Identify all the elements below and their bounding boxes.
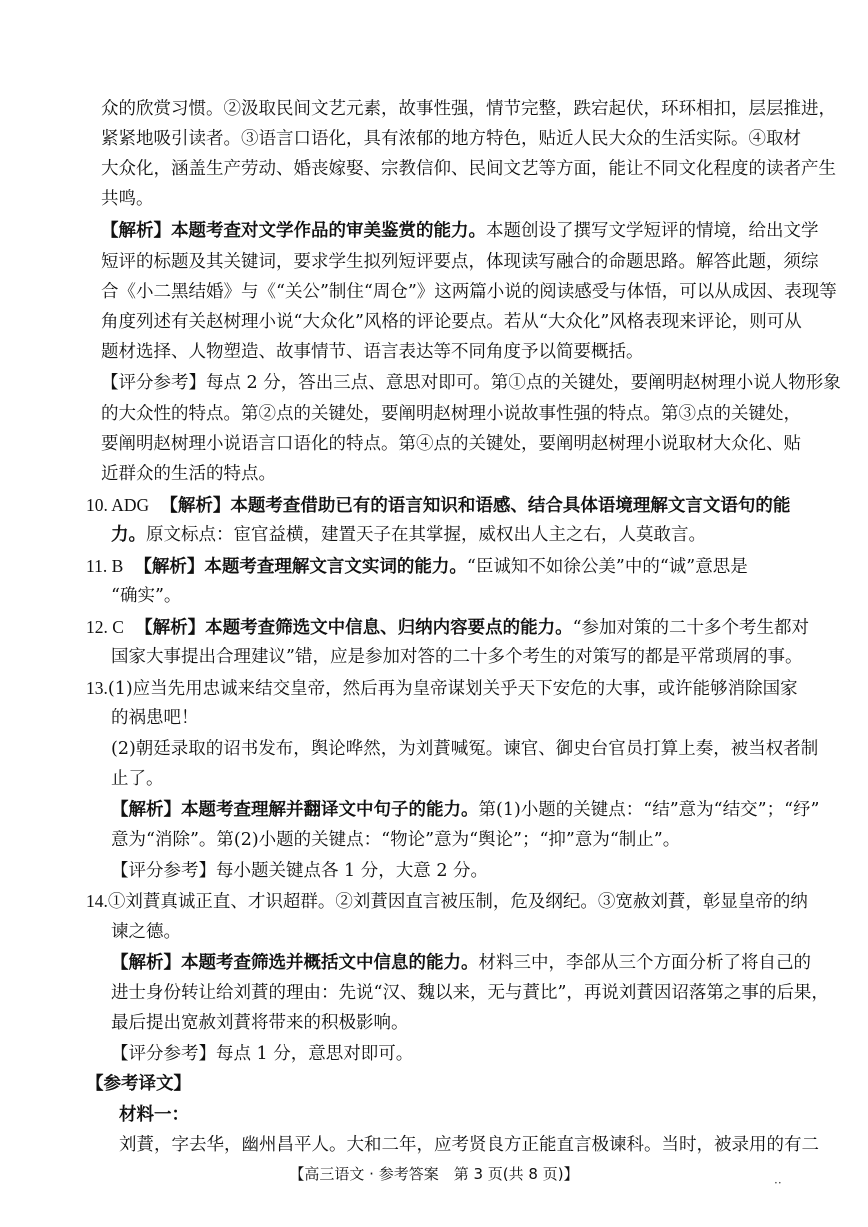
- text-line: 合《小二黑结婚》与《“关公”制住“周仓”》这两篇小说的阅读感受与体悟，可以从成因、表现等: [101, 282, 837, 302]
- text-line: 最后提出宽赦刘蕡将带来的积极影响。: [111, 1013, 409, 1033]
- text-line: 短评的标题及其关键词，要求学生拟列短评要点，体现读写融合的命题思路。解答此题，须综: [101, 252, 819, 272]
- question-10: 10. ADG 【解析】本题考查借助已有的语言知识和语感、结合具体语境理解文言文语句的能: [86, 495, 791, 516]
- corner-mark: ··: [774, 1176, 782, 1190]
- scoring-line: 【评分参考】每小题关键点各 1 分，大意 2 分。: [111, 861, 489, 881]
- text-line: 大众化，涵盖生产劳动、婚丧嫁娶、宗教信仰、民间文艺等方面，能让不同文化程度的读者产生: [101, 159, 836, 179]
- analysis-line: 【解析】本题考查筛选并概括文中信息的能力。材料三中，李郃从三个方面分析了将自己的: [111, 953, 811, 973]
- text-line: 止了。: [111, 769, 164, 789]
- text-line: 要阐明赵树理小说语言口语化的特点。第④点的关键处，要阐明赵树理小说取材大众化、贴: [101, 434, 801, 454]
- text-line: 意为“消除”。第(2)小题的关键点：“物论”意为“舆论”；“抑”意为“制止”。: [111, 830, 681, 850]
- text-line: 的大众性的特点。第②点的关键处，要阐明赵树理小说故事性强的特点。第③点的关键处，: [101, 404, 801, 424]
- text-line: 紧紧地吸引读者。③语言口语化，具有浓郁的地方特色，贴近人民大众的生活实际。④取材: [101, 129, 801, 149]
- text-line: 近群众的生活的特点。: [101, 464, 276, 484]
- question-14: 14.①刘蕡真诚正直、才识超群。②刘蕡因直言被压制，危及纲纪。③宽赦刘蕡，彰显皇帝的纳: [86, 891, 808, 912]
- section-heading: 【参考译文】: [86, 1074, 191, 1094]
- text-line: 的祸患吧！: [111, 708, 199, 728]
- text-line: 题材选择、人物塑造、故事情节、语言表达等不同角度予以简要概括。: [101, 342, 644, 362]
- question-11: 11. B 【解析】本题考查理解文言文实词的能力。“臣诚知不如徐公美”中的“诚”意思是: [86, 556, 748, 577]
- material-heading: 材料一：: [119, 1105, 189, 1125]
- scoring-line: 【评分参考】每点 1 分，意思对即可。: [111, 1044, 414, 1064]
- text-line: 共鸣。: [101, 189, 154, 209]
- text-line: 国家大事提出合理建议”错，应是参加对答的二十多个考生的对策写的都是平常琐屑的事。: [111, 647, 803, 667]
- translation-line: 刘蕡，字去华，幽州昌平人。大和二年，应考贤良方正能直言极谏科。当时，被录用的有二: [119, 1135, 819, 1155]
- text-line: 谏之德。: [111, 922, 181, 942]
- text-line: “确实”。: [111, 586, 182, 606]
- analysis-line: 【解析】本题考查对文学作品的审美鉴赏的能力。本题创设了撰写文学短评的情境，给出文学: [101, 221, 819, 241]
- text-line: (2)朝廷录取的诏书发布，舆论哗然，为刘蕡喊冤。谏官、御史台官员打算上奏，被当权者制: [111, 739, 819, 759]
- text-line: 进士身份转让给刘蕡的理由：先说“汉、魏以来，无与蕡比”，再说刘蕡因诏落第之事的后果，: [111, 983, 829, 1003]
- text-line: 力。原文标点：宦官益横，建置天子在其掌握，威权出人主之右，人莫敢言。: [111, 525, 706, 545]
- analysis-line: 【解析】本题考查理解并翻译文中句子的能力。第(1)小题的关键点：“结”意为“结交”；“纾”: [111, 800, 820, 820]
- question-13: 13.(1)应当先用忠诚来结交皇帝，然后再为皇帝谋划关乎天下安危的大事，或许能够消除国家: [86, 678, 798, 699]
- scoring-line: 【评分参考】每点 2 分，答出三点、意思对即可。第①点的关键处，要阐明赵树理小说人物形象: [101, 373, 841, 393]
- text-line: 众的欣赏习惯。②汲取民间文艺元素，故事性强，情节完整，跌宕起伏，环环相扣，层层推进，: [101, 99, 836, 119]
- question-12: 12. C 【解析】本题考查筛选文中信息、归纳内容要点的能力。“参加对策的二十多个考生都对: [86, 617, 810, 638]
- page-footer: 【高三语文 · 参考答案 第 3 页(共 8 页)】: [289, 1165, 579, 1183]
- text-line: 角度列述有关赵树理小说“大众化”风格的评论要点。若从“大众化”风格表现来评论，则可从: [101, 312, 802, 332]
